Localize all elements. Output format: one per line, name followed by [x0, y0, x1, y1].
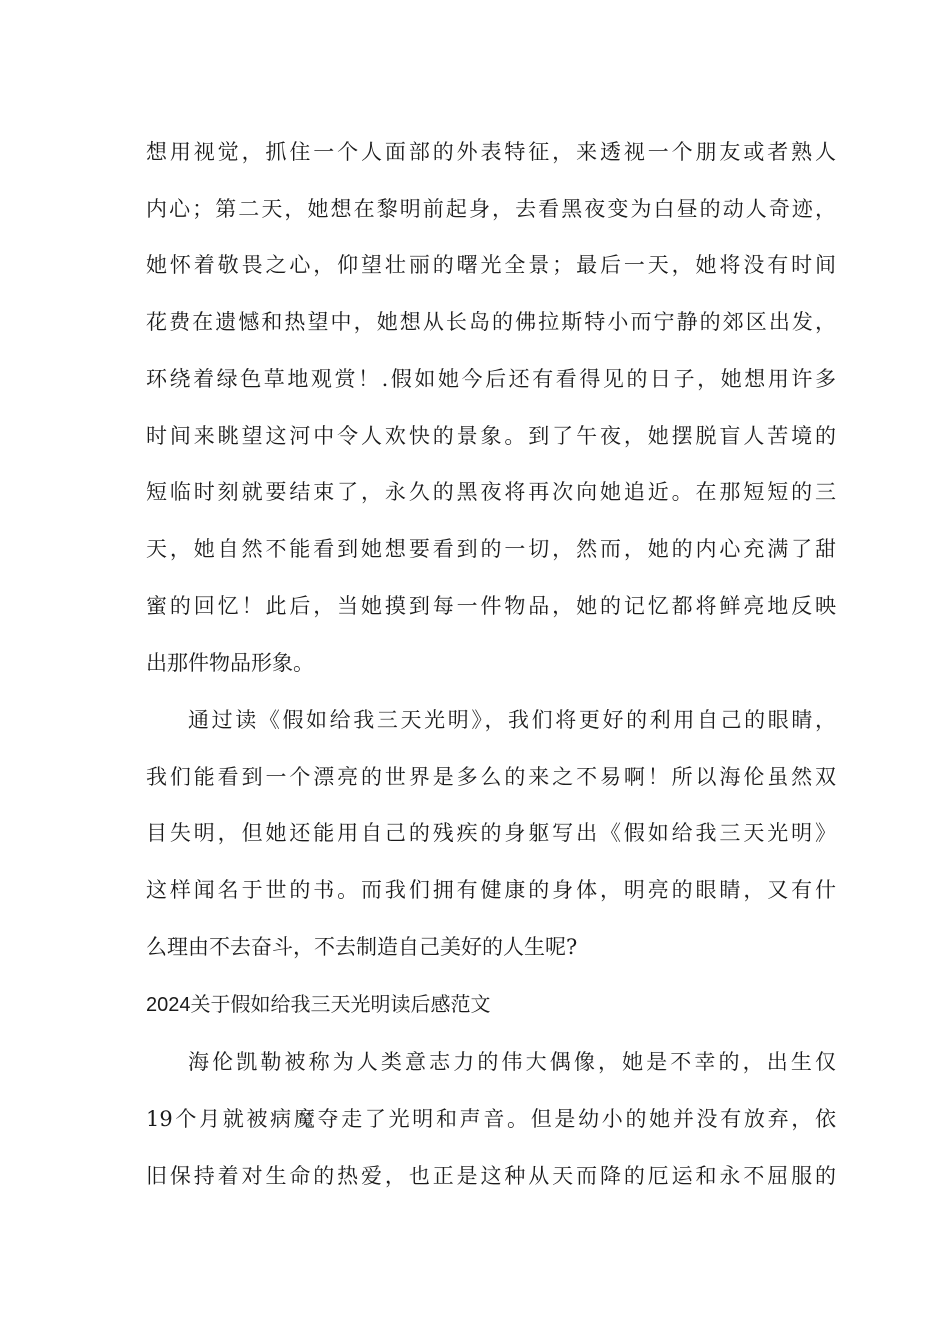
- section-heading: 2024关于假如给我三天光明读后感范文: [146, 994, 491, 1016]
- text-line: 通过读《假如给我三天光明》，我们将更好的利用自己的眼睛，: [188, 708, 836, 732]
- text-line: 这样闻名于世的书。而我们拥有健康的身体，明亮的眼睛，又有什: [146, 878, 836, 902]
- text-line: 时间来眺望这河中令人欢快的景象。到了午夜，她摆脱盲人苦境的: [146, 424, 836, 448]
- text-line: 环绕着绿色草地观赏！.假如她今后还有看得见的日子，她想用许多: [146, 367, 836, 391]
- text-line: 她怀着敬畏之心，仰望壮丽的曙光全景；最后一天，她将没有时间: [146, 253, 836, 277]
- text-line: 么理由不去奋斗，不去制造自己美好的人生呢?: [146, 935, 578, 959]
- text-line: 想用视觉，抓住一个人面部的外表特征，来透视一个朋友或者熟人: [146, 140, 836, 164]
- text-line: 花费在遗憾和热望中，她想从长岛的佛拉斯特小而宁静的郊区出发，: [146, 310, 836, 334]
- text-line: 短临时刻就要结束了，永久的黑夜将再次向她追近。在那短短的三: [146, 480, 836, 504]
- text-line: 19个月就被病魔夺走了光明和声音。但是幼小的她并没有放弃，依: [146, 1107, 836, 1131]
- text-line: 旧保持着对生命的热爱，也正是这种从天而降的厄运和永不屈服的: [146, 1164, 836, 1188]
- text-line: 出那件物品形象。: [146, 651, 314, 675]
- text-line: 目失明，但她还能用自己的残疾的身躯写出《假如给我三天光明》: [146, 821, 836, 845]
- text-line: 海伦凯勒被称为人类意志力的伟大偶像，她是不幸的，出生仅: [188, 1050, 836, 1074]
- text-line: 蜜的回忆！此后，当她摸到每一件物品，她的记忆都将鲜亮地反映: [146, 594, 836, 618]
- text-line: 天，她自然不能看到她想要看到的一切，然而，她的内心充满了甜: [146, 537, 836, 561]
- text-line: 我们能看到一个漂亮的世界是多么的来之不易啊！所以海伦虽然双: [146, 765, 836, 789]
- text-line: 内心；第二天，她想在黎明前起身，去看黑夜变为白昼的动人奇迹，: [146, 197, 836, 221]
